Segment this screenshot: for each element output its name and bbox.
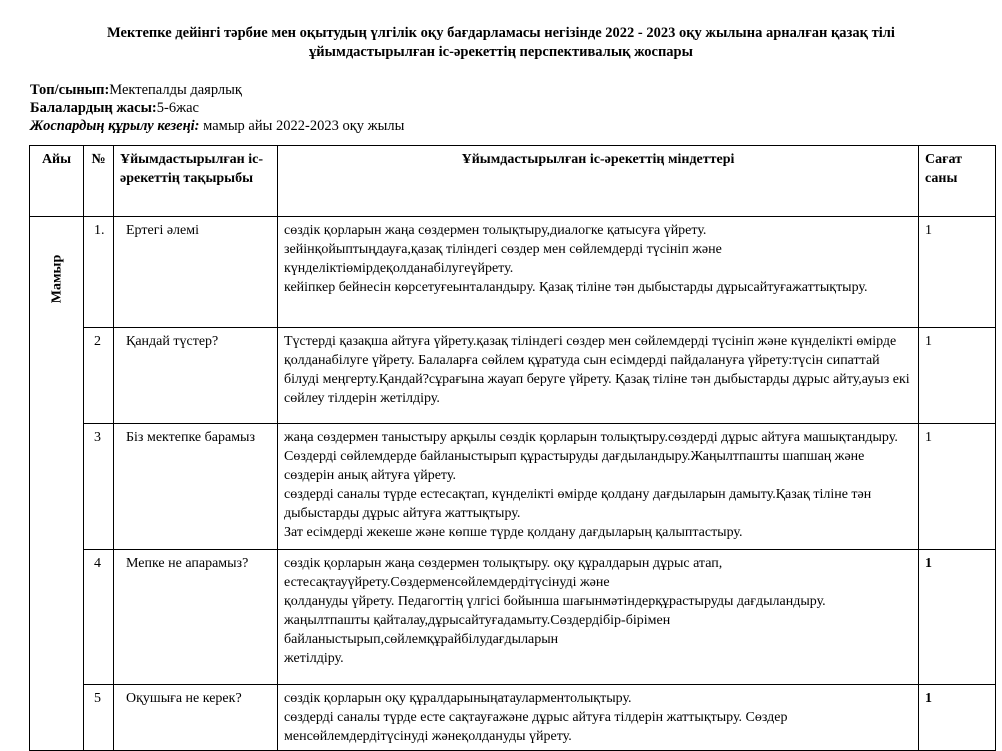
plan-table	[29, 145, 996, 751]
row-hours: 1	[919, 328, 996, 424]
row-topic: Оқушыға не керек?	[114, 685, 278, 751]
month-cell	[30, 217, 84, 751]
meta-group-value: Мектепалды даярлық	[109, 82, 242, 98]
table-row	[30, 217, 996, 328]
task-line: Түстерді қазақша айтуға үйрету.қазақ тіліндегі сөздер мен сөйлемдерді түсініп және күнделікті өмірде қолданабілуге үйрету. Балаларға сөйлем құратуда сын есімдерді пайдалануға үйрету:түсін сипаттай білуді меңгерту.Қандай?сұрағына жауап беруге үйрету. Қазақ тіліне тән дыбыстарды дұрыс айту,ауыз екі сөйлеу тілдерін жетілдіру.	[284, 334, 910, 406]
header-tasks: Ұйымдастырылған іс-әрекеттің міндеттері	[278, 146, 919, 217]
header-hours: Сағат саны	[919, 146, 996, 217]
row-hours: 1	[919, 424, 996, 550]
row-topic: Мепке не апарамыз?	[114, 550, 278, 685]
task-line: жетілдіру.	[284, 651, 344, 666]
task-line: жаңа сөздермен таныстыру арқылы сөздік қорларын толықтыру.сөздерді дұрыс айтуға машықтандыру. Сөздерді сөйлемдерде байланыстырып құрастыруды дағдыландыру.Жаңылтпашты шапшаң және сөздерін анық айтуға үйрету.	[284, 430, 898, 483]
task-line: зейінқойыптыңдауға,қазақ тіліндегі сөздер мен сөйлемдерді түсініп және күнделіктіөмірдеқолданабілугеүйрету.	[284, 242, 722, 276]
meta-period	[30, 117, 404, 135]
row-hours: 1	[919, 550, 996, 685]
row-number: 2	[84, 328, 114, 424]
row-topic: Біз мектепке барамыз	[114, 424, 278, 550]
row-topic: Қандай түстер?	[114, 328, 278, 424]
meta-age-label: Балалардың жасы:	[30, 100, 157, 116]
header-month: Айы	[30, 146, 84, 217]
task-line: сөздерді саналы түрде есте сақтауғажәне дұрыс айтуға тілдерін жаттықтыру. Сөздер менсөйлемдердітүсінуді жәнеқолдануды үйрету.	[284, 710, 788, 744]
row-hours: 1	[919, 217, 996, 328]
task-line: Зат есімдерді жекеше және көпше түрде қолдану дағдыларың қалыптастыру.	[284, 525, 743, 540]
meta-period-value: мамыр айы 2022-2023 оқу жылы	[199, 118, 405, 134]
row-tasks	[278, 685, 919, 751]
table-row	[30, 685, 996, 751]
meta-age-value: 5-6жас	[156, 100, 199, 116]
header-num: №	[84, 146, 114, 217]
row-tasks	[278, 550, 919, 685]
row-number: 3	[84, 424, 114, 550]
table-row	[30, 424, 996, 550]
row-tasks	[278, 424, 919, 550]
month-label: Мамыр	[49, 254, 64, 304]
row-number: 5	[84, 685, 114, 751]
table-row	[30, 328, 996, 424]
task-line: кейіпкер бейнесін көрсетуғеынталандыру. Қазақ тіліне тән дыбыстарды дұрысайтуғажаттықтыру.	[284, 280, 868, 295]
table-row	[30, 550, 996, 685]
meta-period-label: Жоспардың құрылу кезеңі:	[30, 118, 200, 134]
header-topic: Ұйымдастырылған іс-әрекеттің тақырыбы	[114, 146, 278, 217]
meta-group-label: Топ/сынып:	[30, 82, 110, 98]
meta-group	[30, 81, 242, 99]
document-title	[0, 24, 1002, 62]
row-topic: Ертегі әлемі	[114, 217, 278, 328]
row-number: 4	[84, 550, 114, 685]
title-line-1: Мектепке дейінгі тәрбие мен оқытудың үлгілік оқу бағдарламасы негізінде 2022 - 2023 оқу жылына арналған қазақ тілі	[107, 25, 895, 41]
meta-age	[30, 99, 199, 117]
title-line-2: ұйымдастырылған іс-әрекеттің перспективалық жоспары	[309, 44, 693, 60]
task-line: жаңылтпашты қайталау,дұрысайтуғадамыту.Сөздердібір-бірімен байланыстырып,сөйлемқұрайбілудағдыларын	[284, 613, 671, 647]
row-tasks	[278, 328, 919, 424]
task-line: қолдануды үйрету. Педагогтің үлгісі бойынша шағынмәтіндерқұрастыруды дағдыландыру.	[284, 594, 826, 609]
task-line: сөздерді саналы түрде естесақтап, күнделікті өмірде қолдану дағдыларын дамыту.Қазақ тіліне тән дыбыстарды дұрыс айтуға жаттықтыру.	[284, 487, 872, 521]
task-line: сөздік қорларын оқу құралдарыныңатауларментолықтыру.	[284, 691, 632, 706]
row-number: 1.	[84, 217, 114, 328]
task-line: сөздік қорларын жаңа сөздермен толықтыру,диалогке қатысуға үйрету.	[284, 223, 707, 238]
table-header-row	[30, 146, 996, 217]
row-tasks	[278, 217, 919, 328]
task-line: сөздік қорларын жаңа сөздермен толықтыру. оқу құралдарын дұрыс атап, естесақтауүйрету.Сөздерменсөйлемдердітүсінуді және	[284, 556, 723, 590]
row-hours: 1	[919, 685, 996, 751]
